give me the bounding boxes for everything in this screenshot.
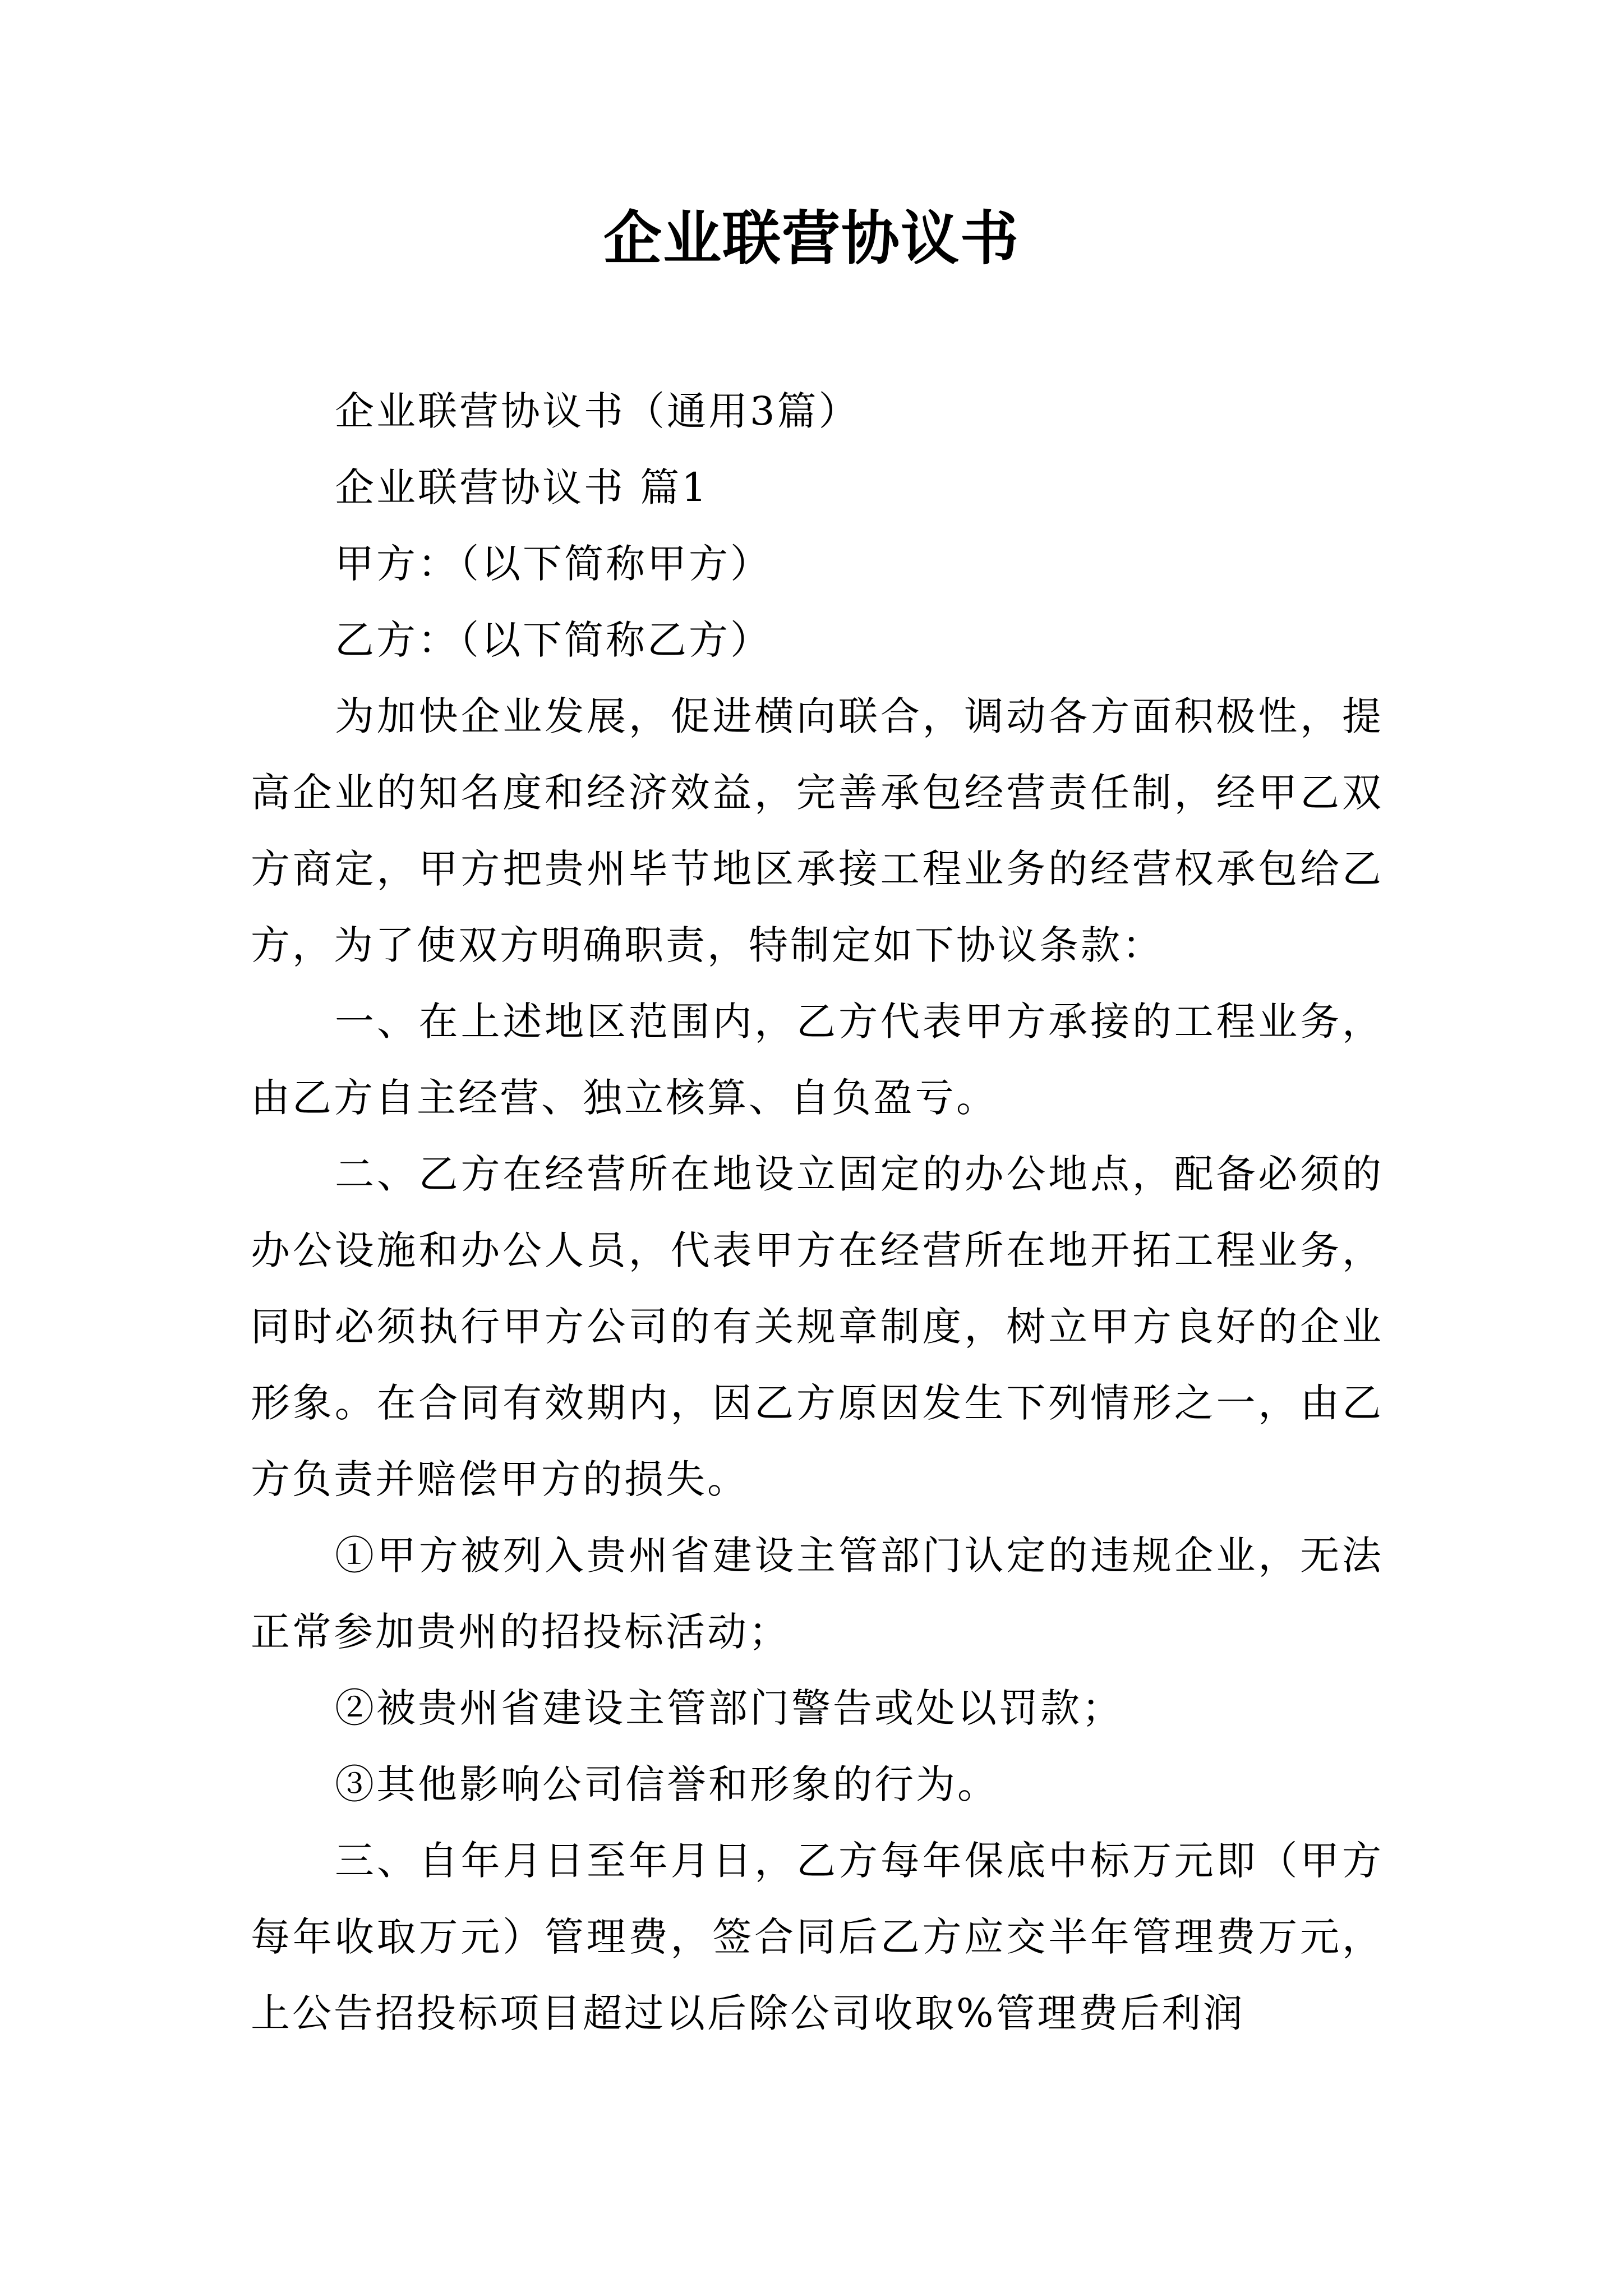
- clause-2-paragraph: 二、乙方在经营所在地设立固定的办公地点，配备必须的办公设施和办公人员，代表甲方在经营所在地开拓工程业务，同时必须执行甲方公司的有关规章制度，树立甲方良好的企业形象。在合同有效期内，因乙方原因发生下列情形之一，由乙方负责并赔偿甲方的损失。: [251, 1151, 1384, 1502]
- preamble-paragraph: 为加快企业发展，促进横向联合，调动各方面积极性，提高企业的知名度和经济效益，完善承包经营责任制，经甲乙双方商定，甲方把贵州毕节地区承接工程业务的经营权承包给乙方，为了使双方明确职责，特制定如下协议条款：: [251, 693, 1384, 968]
- party-a-line: 甲方：（以下简称甲方）: [335, 541, 772, 587]
- clause-3-paragraph: 三、自年月日至年月日，乙方每年保底中标万元即（甲方每年收取万元）管理费，签合同后乙方应交半年管理费万元，上公告招投标项目超过以后除公司收取%管理费后利润: [251, 1838, 1384, 2036]
- document-title: 企业联营协议书: [603, 204, 1020, 273]
- clause-2-item-2: ②被贵州省建设主管部门警告或处以罚款；: [335, 1685, 1123, 1731]
- clause-2-item-1: ①甲方被列入贵州省建设主管部门认定的违规企业，无法正常参加贵州的招投标活动；: [251, 1533, 1384, 1655]
- section-heading: 企业联营协议书 篇1: [335, 464, 709, 510]
- clause-2-item-3: ③其他影响公司信誉和形象的行为。: [335, 1761, 999, 1807]
- document-body: [251, 373, 1384, 2051]
- party-b-line: 乙方：（以下简称乙方）: [335, 617, 772, 663]
- subtitle-line: 企业联营协议书（通用3篇）: [335, 388, 860, 434]
- clause-1-paragraph: 一、在上述地区范围内，乙方代表甲方承接的工程业务，由乙方自主经营、独立核算、自负盈亏。: [251, 999, 1384, 1121]
